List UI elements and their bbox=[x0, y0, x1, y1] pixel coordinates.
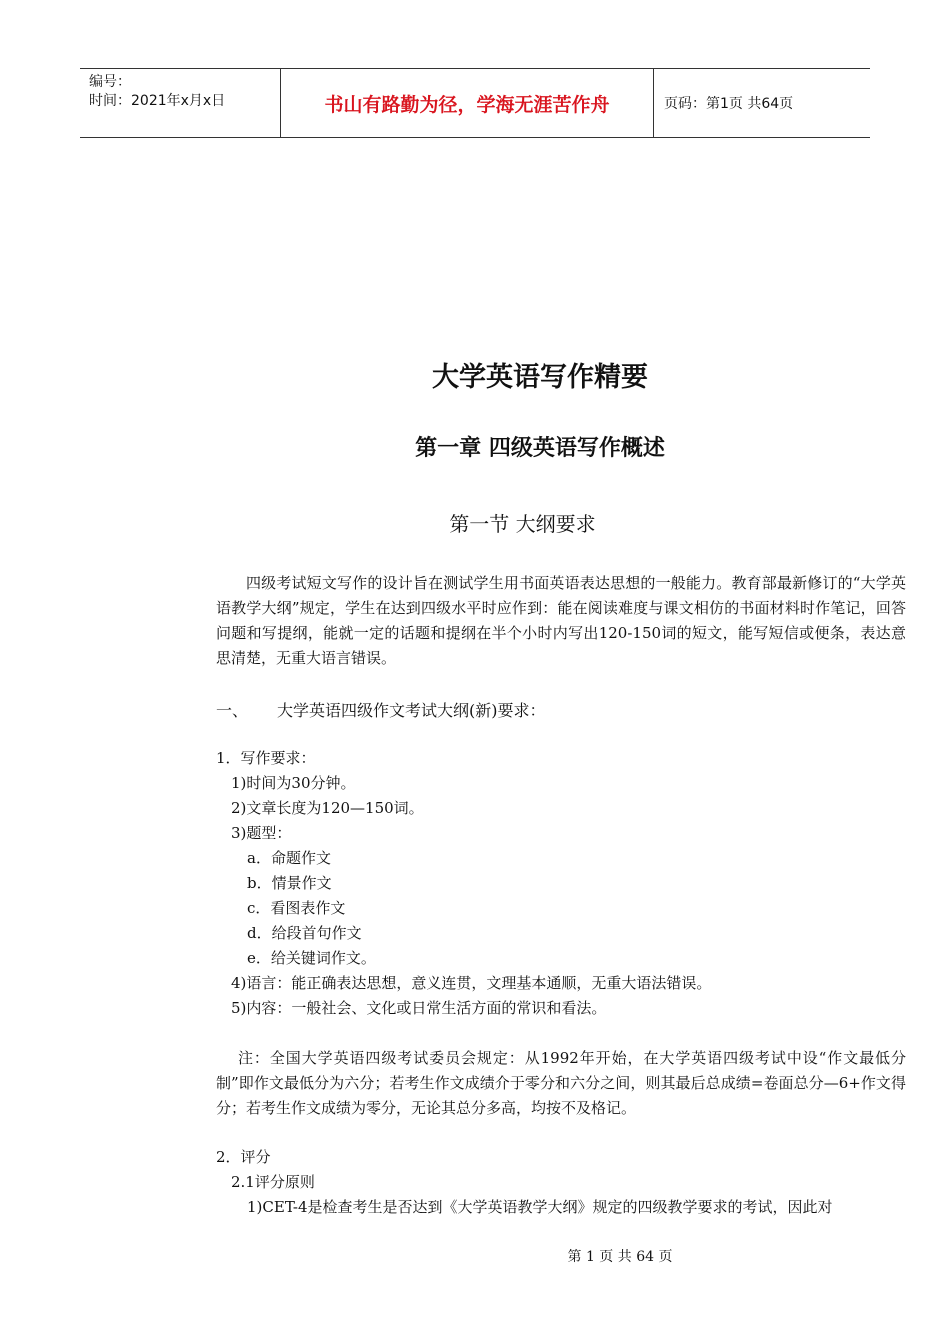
note-text: 注：全国大学英语四级考试委员会规定：从1992年开始，在大学英语四级考试中设“作文最低分制”即作文最低分为六分；若考生作文成绩介于零分和六分之间，则其最后总成绩=卷面总分—6+作文得分；若考生作文成绩为零分，无论其总分多高，均按不及格记。 bbox=[216, 1049, 906, 1117]
document-title: 大学英语写作精要 bbox=[432, 362, 648, 393]
intro-paragraph bbox=[216, 571, 906, 671]
question-type-item: a．命题作文 bbox=[247, 849, 331, 867]
document-number-label: 编号： bbox=[89, 74, 131, 90]
note-paragraph bbox=[216, 1046, 906, 1121]
question-type-item: c．看图表作文 bbox=[247, 899, 346, 917]
question-type-item: b．情景作文 bbox=[247, 874, 332, 892]
document-time-label: 时间：2021年x月x日 bbox=[89, 93, 226, 109]
intro-text: 四级考试短文写作的设计旨在测试学生用书面英语表达思想的一般能力。教育部最新修订的“大学英语教学大纲”规定，学生在达到四级水平时应作到：能在阅读难度与课文相仿的书面材料时作笔记，回答问题和写提纲，能就一定的话题和提纲在半个小时内写出120-150词的短文，能写短信或便条，表达意思清楚，无重大语言错误。 bbox=[216, 574, 906, 667]
question-type-item: e．给关键词作文。 bbox=[247, 949, 376, 967]
question-type-item: d．给段首句作文 bbox=[247, 924, 362, 942]
requirement-item: 5)内容：一般社会、文化或日常生活方面的常识和看法。 bbox=[231, 999, 607, 1017]
requirement-item: 1)时间为30分钟。 bbox=[231, 774, 356, 792]
page-footer: 第 1 页 共 64 页 bbox=[567, 1249, 673, 1265]
section-title: 第一节 大纲要求 bbox=[449, 512, 596, 536]
requirement-item: 2)文章长度为120—150词。 bbox=[231, 799, 424, 817]
scoring-item: 1)CET-4是检查考生是否达到《大学英语教学大纲》规定的四级教学要求的考试，因此对 bbox=[247, 1198, 833, 1216]
header-page-info: 页码：第1页 共64页 bbox=[664, 96, 794, 112]
requirement-item: 3)题型： bbox=[231, 824, 292, 842]
chapter-title: 第一章 四级英语写作概述 bbox=[415, 436, 665, 461]
header-meta bbox=[80, 69, 281, 137]
scoring-subtitle: 2.1评分原则 bbox=[231, 1173, 315, 1191]
requirement-item: 4)语言：能正确表达思想，意义连贯，文理基本通顺，无重大语法错误。 bbox=[231, 974, 712, 992]
header-motto: 书山有路勤为径，学海无涯苦作舟 bbox=[281, 69, 654, 137]
heading-text: 大学英语四级作文考试大纲(新)要求： bbox=[277, 701, 546, 720]
requirements-title: 1．写作要求： bbox=[216, 749, 316, 767]
heading-number: 一、 bbox=[216, 701, 249, 720]
page-header bbox=[80, 68, 870, 138]
scoring-title: 2．评分 bbox=[216, 1148, 271, 1166]
